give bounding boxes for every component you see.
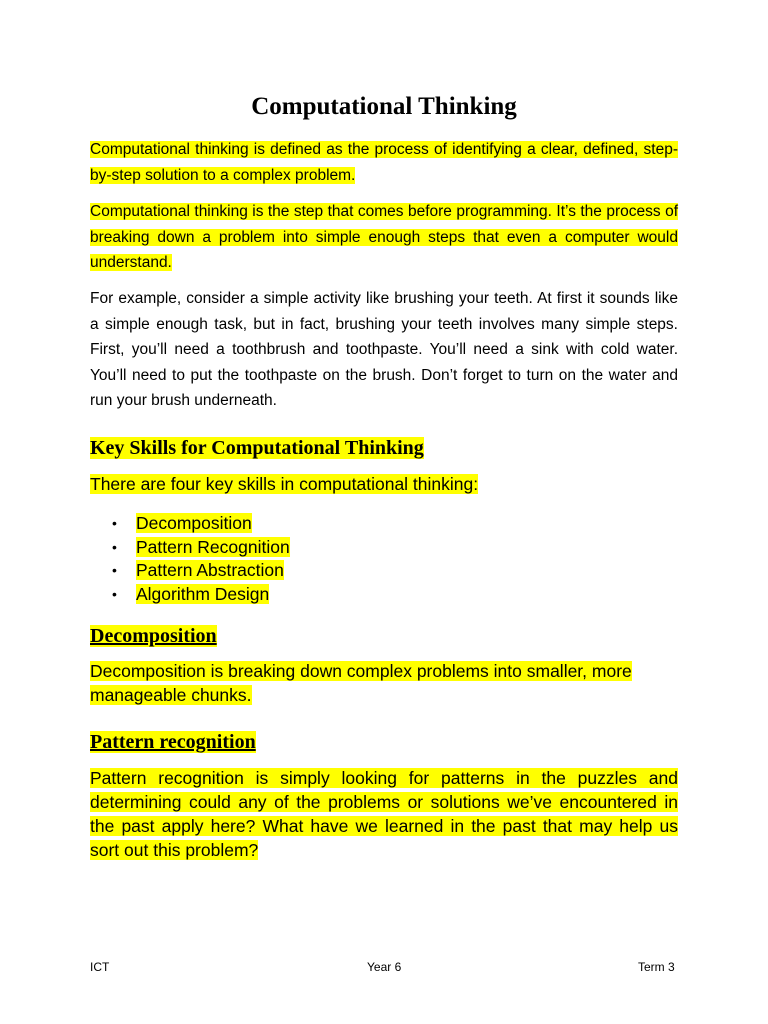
list-item-label: Decomposition <box>136 513 252 533</box>
list-item <box>90 583 290 607</box>
list-item-label: Algorithm Design <box>136 583 270 604</box>
highlighted-heading: Pattern recognition <box>90 731 256 753</box>
key-skills-heading <box>90 437 424 460</box>
example-paragraph: For example, consider a simple activity like brushing your teeth. At first it sounds like a simple enough task, but in fact, brushing your teeth involves many simple steps. First, you’ll need a toothbrush and toothpaste. You’ll need a sink with cold water. You’ll need to put the toothpaste on the brush. Don’t forget to turn on the water and run your brush underneath. <box>90 290 678 409</box>
bullet: • <box>112 515 117 531</box>
intro-paragraph-2 <box>90 199 678 276</box>
decomposition-paragraph <box>90 659 678 707</box>
highlighted-heading: Decomposition <box>90 625 217 647</box>
list-item <box>90 559 290 583</box>
key-skills-list <box>90 512 290 606</box>
footer-year: Year 6 <box>367 960 402 974</box>
pattern-recognition-heading <box>90 731 256 754</box>
pattern-recognition-paragraph <box>90 766 678 862</box>
list-item <box>90 536 290 560</box>
highlighted-text: Decomposition is breaking down complex problems into smaller, more manageable chunks. <box>90 661 632 705</box>
bullet: • <box>112 538 117 555</box>
list-item-label: Pattern Recognition <box>136 536 290 557</box>
highlighted-text: There are four key skills in computational thinking: <box>90 474 479 494</box>
list-item <box>90 512 290 536</box>
footer-term: Term 3 <box>638 960 675 974</box>
highlighted-text: Computational thinking is defined as the process of identifying a clear, defined, step-by-step solution to a complex problem. <box>90 141 678 184</box>
highlighted-heading: Key Skills for Computational Thinking <box>90 437 424 459</box>
decomposition-heading <box>90 625 217 648</box>
key-skills-lead <box>90 472 678 496</box>
highlighted-text: Computational thinking is the step that comes before programming. It’s the process of breaking down a problem into simple enough steps that even a computer would understand. <box>90 203 678 271</box>
intro-paragraph-1 <box>90 137 678 188</box>
bullet: • <box>112 562 117 578</box>
bullet: • <box>112 585 117 602</box>
page-title: Computational Thinking <box>251 93 517 120</box>
highlighted-text: Pattern recognition is simply looking for patterns in the puzzles and determining could any of the problems or solutions we’ve encountered in the past apply here? What have we learned in the past that may help us sort out this problem? <box>90 768 678 860</box>
footer-subject: ICT <box>90 960 110 974</box>
list-item-label: Pattern Abstraction <box>136 560 284 580</box>
